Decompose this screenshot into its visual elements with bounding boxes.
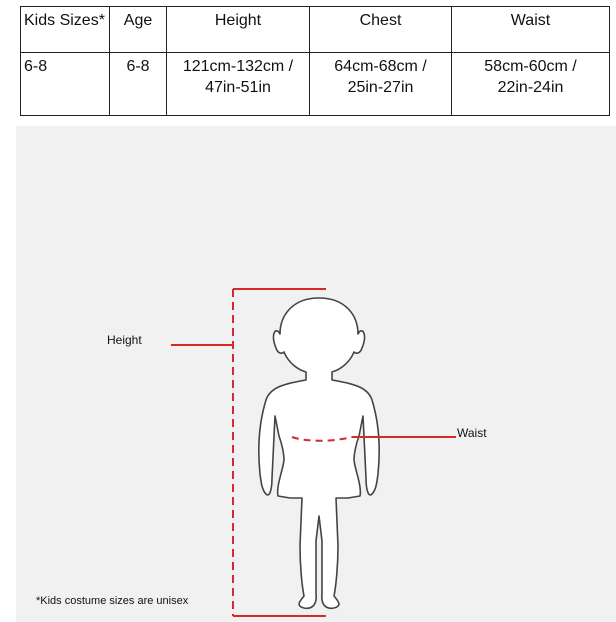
cell-size: 6-8: [21, 53, 110, 116]
header-chest: Chest: [310, 7, 452, 53]
child-figure-illustration: [16, 126, 616, 622]
measurement-diagram: [16, 126, 616, 622]
unisex-note: *Kids costume sizes are unisex: [36, 595, 189, 607]
size-chart-table: [20, 6, 610, 116]
cell-age: 6-8: [110, 53, 167, 116]
cell-height: [167, 53, 310, 116]
cell-waist-cm: 58cm-60cm /: [484, 58, 577, 75]
cell-chest-in: 25in-27in: [347, 79, 414, 96]
table-row: [21, 53, 610, 116]
table-header-row: [21, 7, 610, 53]
cell-waist: [452, 53, 610, 116]
header-age: Age: [110, 7, 167, 53]
height-label: Height: [107, 333, 142, 347]
header-waist: Waist: [452, 7, 610, 53]
cell-chest: [310, 53, 452, 116]
size-table-container: [20, 6, 609, 116]
header-kids-sizes: Kids Sizes*: [21, 7, 110, 53]
cell-height-cm: 121cm-132cm /: [182, 58, 294, 75]
cell-chest-cm: 64cm-68cm /: [334, 58, 427, 75]
cell-waist-in: 22in-24in: [497, 79, 564, 96]
cell-height-in: 47in-51in: [205, 79, 271, 96]
waist-label: Waist: [457, 426, 487, 440]
child-silhouette: [259, 298, 379, 608]
header-height: Height: [167, 7, 310, 53]
